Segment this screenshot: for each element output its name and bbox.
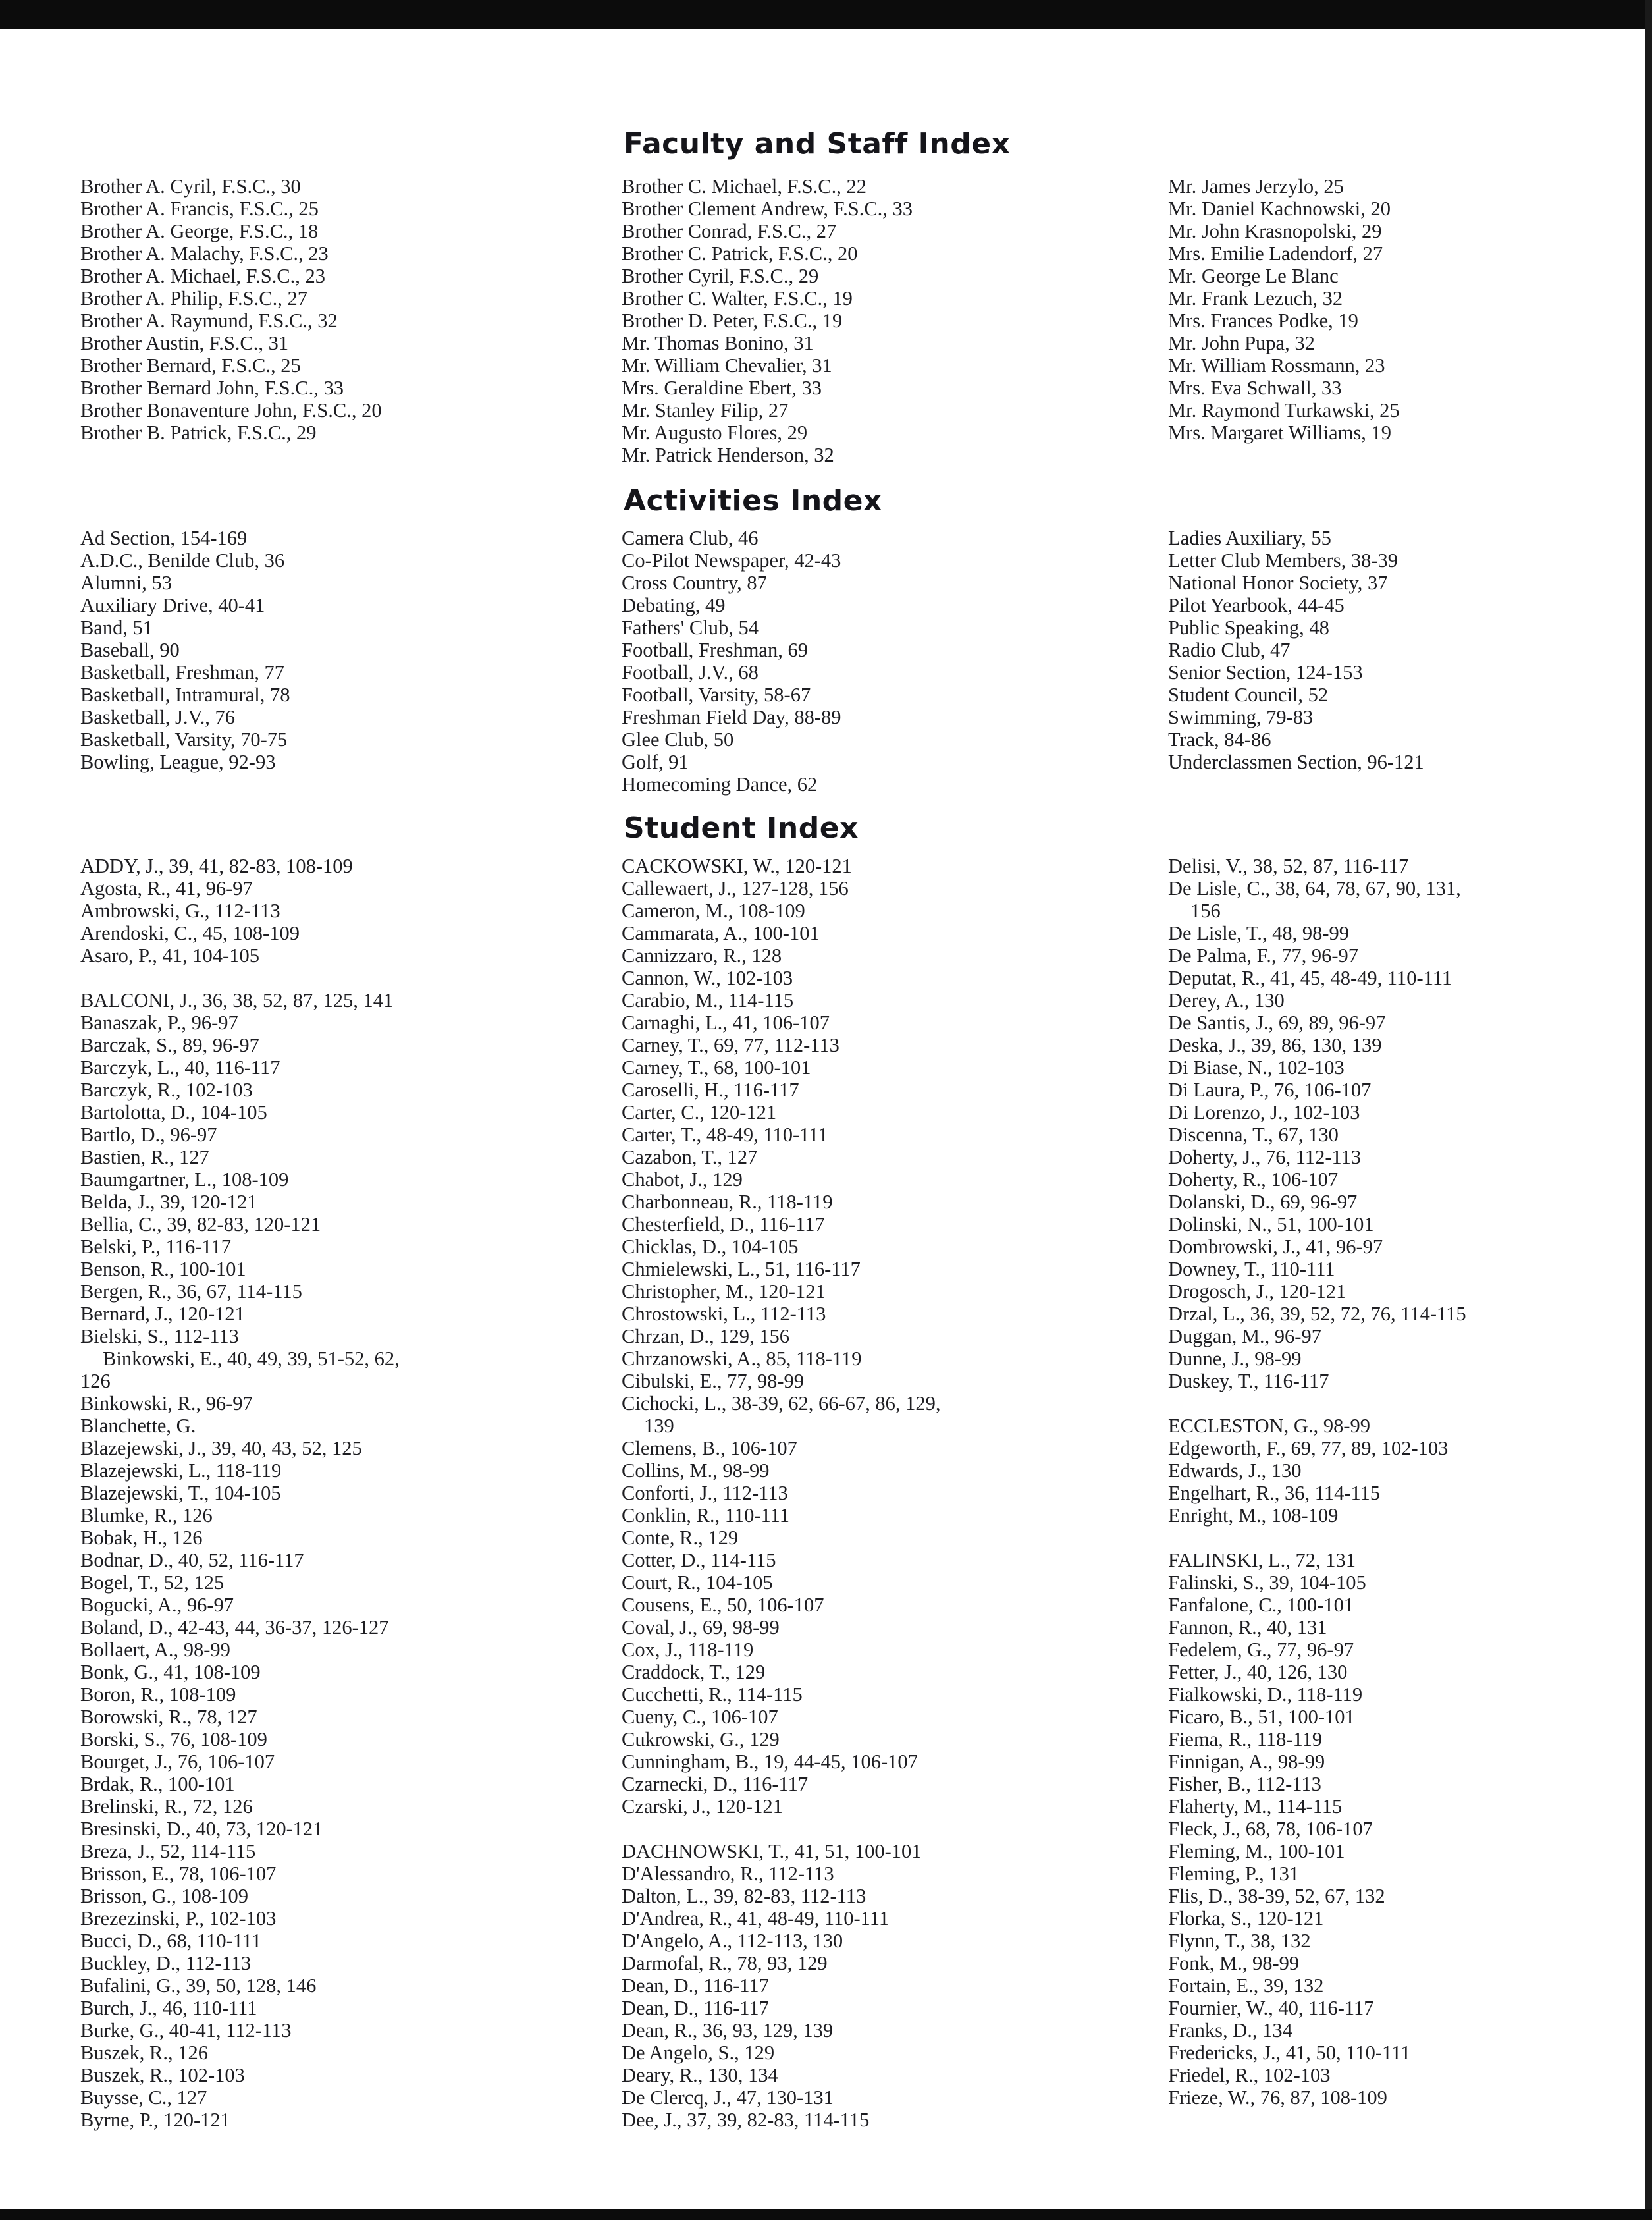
index-entry: Boland, D., 42-43, 44, 36-37, 126-127 bbox=[80, 1616, 389, 1638]
index-entry: Fisher, B., 112-113 bbox=[1168, 1773, 1321, 1795]
index-entry: Mr. William Chevalier, 31 bbox=[622, 354, 832, 377]
index-entry: Cameron, M., 108-109 bbox=[622, 900, 805, 922]
students-col-2 bbox=[622, 855, 941, 2131]
index-entry: Bobak, H., 126 bbox=[80, 1527, 203, 1549]
index-entry: Buckley, D., 112-113 bbox=[80, 1952, 252, 1974]
index-entry: Mr. Augusto Flores, 29 bbox=[622, 421, 808, 444]
index-entry: Brother A. Michael, F.S.C., 23 bbox=[80, 265, 326, 287]
index-entry: Cammarata, A., 100-101 bbox=[622, 922, 820, 944]
index-entry: Bielski, S., 112-113 bbox=[80, 1325, 239, 1347]
index-entry: National Honor Society, 37 bbox=[1168, 572, 1388, 594]
index-entry: Buysse, C., 127 bbox=[80, 2086, 207, 2109]
index-entry: Brother A. Raymund, F.S.C., 32 bbox=[80, 310, 338, 332]
index-entry: Mr. Thomas Bonino, 31 bbox=[622, 332, 814, 354]
index-entry: Conklin, R., 110-111 bbox=[622, 1504, 790, 1527]
index-entry: Bonk, G., 41, 108-109 bbox=[80, 1661, 261, 1683]
index-entry: Byrne, P., 120-121 bbox=[80, 2109, 230, 2131]
index-entry: Mrs. Eva Schwall, 33 bbox=[1168, 377, 1342, 399]
index-entry: Cichocki, L., 38-39, 62, 66-67, 86, 129, bbox=[622, 1392, 941, 1415]
index-entry: Brelinski, R., 72, 126 bbox=[80, 1795, 253, 1818]
index-entry: De Lisle, C., 38, 64, 78, 67, 90, 131, bbox=[1168, 877, 1461, 900]
index-entry: Court, R., 104-105 bbox=[622, 1571, 773, 1594]
index-entry: Glee Club, 50 bbox=[622, 728, 734, 751]
index-entry: Carter, C., 120-121 bbox=[622, 1101, 777, 1124]
index-entry: Cannizzaro, R., 128 bbox=[622, 944, 782, 967]
index-entry: Charbonneau, R., 118-119 bbox=[622, 1191, 833, 1213]
index-entry: Debating, 49 bbox=[622, 594, 726, 616]
index-entry: Mr. Daniel Kachnowski, 20 bbox=[1168, 198, 1391, 220]
index-entry: Bartlo, D., 96-97 bbox=[80, 1124, 217, 1146]
index-entry: Fathers' Club, 54 bbox=[622, 616, 759, 639]
index-entry: Darmofal, R., 78, 93, 129 bbox=[622, 1952, 828, 1974]
index-entry: Bourget, J., 76, 106-107 bbox=[80, 1750, 275, 1773]
index-entry: Cox, J., 118-119 bbox=[622, 1638, 754, 1661]
index-entry: Mrs. Emilie Ladendorf, 27 bbox=[1168, 242, 1383, 265]
index-entry: Brother A. Malachy, F.S.C., 23 bbox=[80, 242, 329, 265]
index-entry: Asaro, P., 41, 104-105 bbox=[80, 944, 259, 967]
index-entry: Basketball, J.V., 76 bbox=[80, 706, 235, 728]
index-entry: Brother C. Michael, F.S.C., 22 bbox=[622, 175, 867, 198]
index-entry: Ficaro, B., 51, 100-101 bbox=[1168, 1706, 1355, 1728]
index-entry: Arendoski, C., 45, 108-109 bbox=[80, 922, 300, 944]
index-entry: Di Biase, N., 102-103 bbox=[1168, 1056, 1345, 1079]
index-entry: Dean, R., 36, 93, 129, 139 bbox=[622, 2019, 834, 2042]
index-entry: Finnigan, A., 98-99 bbox=[1168, 1750, 1325, 1773]
faculty-col-1 bbox=[80, 175, 382, 444]
index-entry: Edwards, J., 130 bbox=[1168, 1459, 1302, 1482]
index-entry: Borowski, R., 78, 127 bbox=[80, 1706, 257, 1728]
index-entry: Carter, T., 48-49, 110-111 bbox=[622, 1124, 828, 1146]
activities-col-1 bbox=[80, 527, 290, 773]
index-entry: Chmielewski, L., 51, 116-117 bbox=[622, 1258, 861, 1280]
index-entry: Dalton, L., 39, 82-83, 112-113 bbox=[622, 1885, 866, 1907]
index-entry: Blazejewski, J., 39, 40, 43, 52, 125 bbox=[80, 1437, 362, 1459]
index-entry: Brother Cyril, F.S.C., 29 bbox=[622, 265, 819, 287]
index-entry: Derey, A., 130 bbox=[1168, 989, 1285, 1012]
index-entry: Alumni, 53 bbox=[80, 572, 172, 594]
index-entry: Mr. Patrick Henderson, 32 bbox=[622, 444, 834, 466]
index-entry: Cukrowski, G., 129 bbox=[622, 1728, 780, 1750]
index-entry: Breza, J., 52, 114-115 bbox=[80, 1840, 256, 1862]
index-entry: De Palma, F., 77, 96-97 bbox=[1168, 944, 1358, 967]
index-entry: Christopher, M., 120-121 bbox=[622, 1280, 826, 1303]
index-entry: Underclassmen Section, 96-121 bbox=[1168, 751, 1424, 773]
index-entry-continuation: 139 bbox=[644, 1415, 674, 1437]
index-entry: Cotter, D., 114-115 bbox=[622, 1549, 776, 1571]
index-entry: Chrzanowski, A., 85, 118-119 bbox=[622, 1347, 862, 1370]
index-entry: Coval, J., 69, 98-99 bbox=[622, 1616, 780, 1638]
index-entry: Mr. John Pupa, 32 bbox=[1168, 332, 1315, 354]
index-entry: Student Council, 52 bbox=[1168, 684, 1329, 706]
index-entry: Brisson, G., 108-109 bbox=[80, 1885, 249, 1907]
index-entry: Florka, S., 120-121 bbox=[1168, 1907, 1324, 1930]
index-entry: Bowling, League, 92-93 bbox=[80, 751, 276, 773]
index-entry: Bollaert, A., 98-99 bbox=[80, 1638, 230, 1661]
index-entry: D'Andrea, R., 41, 48-49, 110-111 bbox=[622, 1907, 890, 1930]
index-entry: Bartolotta, D., 104-105 bbox=[80, 1101, 267, 1124]
index-entry: Fialkowski, D., 118-119 bbox=[1168, 1683, 1363, 1706]
student-index-heading: Student Index bbox=[624, 811, 859, 845]
index-entry: Mr. George Le Blanc bbox=[1168, 265, 1339, 287]
index-entry: Carney, T., 68, 100-101 bbox=[622, 1056, 811, 1079]
index-entry: Di Lorenzo, J., 102-103 bbox=[1168, 1101, 1360, 1124]
index-entry: Dolanski, D., 69, 96-97 bbox=[1168, 1191, 1358, 1213]
index-entry: Flynn, T., 38, 132 bbox=[1168, 1930, 1311, 1952]
index-entry: Brother A. Cyril, F.S.C., 30 bbox=[80, 175, 301, 198]
index-entry: Mr. William Rossmann, 23 bbox=[1168, 354, 1385, 377]
index-entry: De Lisle, T., 48, 98-99 bbox=[1168, 922, 1350, 944]
index-entry: Barczyk, L., 40, 116-117 bbox=[80, 1056, 280, 1079]
index-entry: Chrzan, D., 129, 156 bbox=[622, 1325, 789, 1347]
index-entry: Blumke, R., 126 bbox=[80, 1504, 213, 1527]
index-entry: Mrs. Geraldine Ebert, 33 bbox=[622, 377, 822, 399]
index-entry-continuation: Binkowski, E., 40, 49, 39, 51-52, 62, bbox=[103, 1347, 400, 1370]
index-entry: Bernard, J., 120-121 bbox=[80, 1303, 245, 1325]
index-entry: Pilot Yearbook, 44-45 bbox=[1168, 594, 1345, 616]
index-entry: Brother C. Walter, F.S.C., 19 bbox=[622, 287, 853, 310]
index-entry: Ambrowski, G., 112-113 bbox=[80, 900, 280, 922]
index-entry: Buszek, R., 126 bbox=[80, 2042, 209, 2064]
bottom-scan-border bbox=[0, 2209, 1652, 2220]
index-entry: Golf, 91 bbox=[622, 751, 689, 773]
index-entry: Camera Club, 46 bbox=[622, 527, 759, 549]
index-entry: Burke, G., 40-41, 112-113 bbox=[80, 2019, 292, 2042]
index-entry: Cibulski, E., 77, 98-99 bbox=[622, 1370, 805, 1392]
index-entry: Brother Clement Andrew, F.S.C., 33 bbox=[622, 198, 913, 220]
index-entry: Fedelem, G., 77, 96-97 bbox=[1168, 1638, 1354, 1661]
index-entry: Czarski, J., 120-121 bbox=[622, 1795, 783, 1818]
index-entry: FALINSKI, L., 72, 131 bbox=[1168, 1549, 1356, 1571]
index-entry: Dean, D., 116-117 bbox=[622, 1974, 769, 1997]
index-entry: Brother C. Patrick, F.S.C., 20 bbox=[622, 242, 858, 265]
index-entry: Fiema, R., 118-119 bbox=[1168, 1728, 1323, 1750]
index-entry: Brdak, R., 100-101 bbox=[80, 1773, 235, 1795]
index-entry-continuation: 156 bbox=[1190, 900, 1221, 922]
index-entry: Mr. Stanley Filip, 27 bbox=[622, 399, 789, 421]
students-col-1 bbox=[80, 855, 400, 2131]
index-entry: Binkowski, R., 96-97 bbox=[80, 1392, 253, 1415]
index-entry: Co-Pilot Newspaper, 42-43 bbox=[622, 549, 841, 572]
index-entry: Flis, D., 38-39, 52, 67, 132 bbox=[1168, 1885, 1385, 1907]
index-entry: Brother D. Peter, F.S.C., 19 bbox=[622, 310, 843, 332]
index-entry: CACKOWSKI, W., 120-121 bbox=[622, 855, 852, 877]
index-entry: Flaherty, M., 114-115 bbox=[1168, 1795, 1343, 1818]
index-entry: Brother Bonaventure John, F.S.C., 20 bbox=[80, 399, 382, 421]
index-entry: Chesterfield, D., 116-117 bbox=[622, 1213, 825, 1235]
index-entry: Banaszak, P., 96-97 bbox=[80, 1012, 238, 1034]
index-entry: Falinski, S., 39, 104-105 bbox=[1168, 1571, 1366, 1594]
index-entry: Engelhart, R., 36, 114-115 bbox=[1168, 1482, 1381, 1504]
index-entry: Fleck, J., 68, 78, 106-107 bbox=[1168, 1818, 1373, 1840]
index-entry: Mr. James Jerzylo, 25 bbox=[1168, 175, 1344, 198]
index-entry: Benson, R., 100-101 bbox=[80, 1258, 246, 1280]
index-entry: Delisi, V., 38, 52, 87, 116-117 bbox=[1168, 855, 1409, 877]
index-entry: Senior Section, 124-153 bbox=[1168, 661, 1363, 684]
top-scan-border bbox=[0, 0, 1652, 29]
index-entry: Callewaert, J., 127-128, 156 bbox=[622, 877, 849, 900]
activities-index-heading: Activities Index bbox=[624, 484, 882, 518]
index-entry: De Angelo, S., 129 bbox=[622, 2042, 775, 2064]
index-entry: Chrostowski, L., 112-113 bbox=[622, 1303, 826, 1325]
index-entry: Franks, D., 134 bbox=[1168, 2019, 1292, 2042]
index-entry: Drzal, L., 36, 39, 52, 72, 76, 114-115 bbox=[1168, 1303, 1466, 1325]
index-entry: Brother A. Philip, F.S.C., 27 bbox=[80, 287, 307, 310]
index-entry: Duggan, M., 96-97 bbox=[1168, 1325, 1321, 1347]
index-entry: Brother Austin, F.S.C., 31 bbox=[80, 332, 289, 354]
index-entry: Dunne, J., 98-99 bbox=[1168, 1347, 1302, 1370]
index-entry: De Santis, J., 69, 89, 96-97 bbox=[1168, 1012, 1386, 1034]
index-entry: Bastien, R., 127 bbox=[80, 1146, 209, 1168]
index-entry: Fonk, M., 98-99 bbox=[1168, 1952, 1300, 1974]
index-entry: Carnaghi, L., 41, 106-107 bbox=[622, 1012, 830, 1034]
index-entry: Fortain, E., 39, 132 bbox=[1168, 1974, 1324, 1997]
index-entry: Carabio, M., 114-115 bbox=[622, 989, 794, 1012]
index-entry: Drogosch, J., 120-121 bbox=[1168, 1280, 1346, 1303]
index-entry: Dolinski, N., 51, 100-101 bbox=[1168, 1213, 1374, 1235]
index-entry: Baseball, 90 bbox=[80, 639, 180, 661]
index-entry: Bufalini, G., 39, 50, 128, 146 bbox=[80, 1974, 317, 1997]
index-entry: Deputat, R., 41, 45, 48-49, 110-111 bbox=[1168, 967, 1452, 989]
index-entry: Letter Club Members, 38-39 bbox=[1168, 549, 1398, 572]
index-entry: Bresinski, D., 40, 73, 120-121 bbox=[80, 1818, 323, 1840]
index-entry: Buszek, R., 102-103 bbox=[80, 2064, 245, 2086]
index-entry: D'Alessandro, R., 112-113 bbox=[622, 1862, 834, 1885]
index-entry: Edgeworth, F., 69, 77, 89, 102-103 bbox=[1168, 1437, 1449, 1459]
index-entry: Fredericks, J., 41, 50, 110-111 bbox=[1168, 2042, 1411, 2064]
index-entry: Radio Club, 47 bbox=[1168, 639, 1291, 661]
students-col-3 bbox=[1168, 855, 1466, 2109]
index-entry: Conte, R., 129 bbox=[622, 1527, 739, 1549]
index-entry: Cunningham, B., 19, 44-45, 106-107 bbox=[622, 1750, 918, 1773]
index-entry: Bucci, D., 68, 110-111 bbox=[80, 1930, 262, 1952]
faculty-col-2 bbox=[622, 175, 913, 466]
index-entry: Mr. Raymond Turkawski, 25 bbox=[1168, 399, 1400, 421]
index-entry: Blazejewski, T., 104-105 bbox=[80, 1482, 281, 1504]
index-entry: Enright, M., 108-109 bbox=[1168, 1504, 1339, 1527]
index-entry: Cucchetti, R., 114-115 bbox=[622, 1683, 803, 1706]
index-entry: Chicklas, D., 104-105 bbox=[622, 1235, 799, 1258]
faculty-col-3 bbox=[1168, 175, 1400, 444]
index-entry: Brother Bernard John, F.S.C., 33 bbox=[80, 377, 344, 399]
index-entry: ADDY, J., 39, 41, 82-83, 108-109 bbox=[80, 855, 353, 877]
index-entry: Chabot, J., 129 bbox=[622, 1168, 743, 1191]
index-entry: BALCONI, J., 36, 38, 52, 87, 125, 141 bbox=[80, 989, 394, 1012]
index-entry: Dombrowski, J., 41, 96-97 bbox=[1168, 1235, 1383, 1258]
index-entry: Brother A. George, F.S.C., 18 bbox=[80, 220, 319, 242]
index-entry: Mrs. Frances Podke, 19 bbox=[1168, 310, 1358, 332]
index-entry: Blazejewski, L., 118-119 bbox=[80, 1459, 282, 1482]
index-entry: De Clercq, J., 47, 130-131 bbox=[622, 2086, 834, 2109]
index-entry: Public Speaking, 48 bbox=[1168, 616, 1329, 639]
index-entry: Auxiliary Drive, 40-41 bbox=[80, 594, 265, 616]
index-entry: Belski, P., 116-117 bbox=[80, 1235, 232, 1258]
right-scan-border bbox=[1645, 0, 1652, 2220]
index-entry: A.D.C., Benilde Club, 36 bbox=[80, 549, 285, 572]
index-entry: Deary, R., 130, 134 bbox=[622, 2064, 778, 2086]
index-entry: Ad Section, 154-169 bbox=[80, 527, 248, 549]
index-entry: D'Angelo, A., 112-113, 130 bbox=[622, 1930, 843, 1952]
index-entry: Carney, T., 69, 77, 112-113 bbox=[622, 1034, 839, 1056]
index-entry: Cousens, E., 50, 106-107 bbox=[622, 1594, 824, 1616]
index-entry: Fleming, M., 100-101 bbox=[1168, 1840, 1345, 1862]
index-entry: Blanchette, G. bbox=[80, 1415, 196, 1437]
index-entry: Frieze, W., 76, 87, 108-109 bbox=[1168, 2086, 1387, 2109]
index-entry: Belda, J., 39, 120-121 bbox=[80, 1191, 257, 1213]
index-entry: Discenna, T., 67, 130 bbox=[1168, 1124, 1339, 1146]
index-entry: Dean, D., 116-117 bbox=[622, 1997, 769, 2019]
index-entry: Ladies Auxiliary, 55 bbox=[1168, 527, 1331, 549]
index-entry: Football, Freshman, 69 bbox=[622, 639, 808, 661]
index-entry: Bodnar, D., 40, 52, 116-117 bbox=[80, 1549, 304, 1571]
index-entry: Fournier, W., 40, 116-117 bbox=[1168, 1997, 1374, 2019]
index-entry: Doherty, R., 106-107 bbox=[1168, 1168, 1339, 1191]
index-entry: Borski, S., 76, 108-109 bbox=[80, 1728, 267, 1750]
activities-col-2 bbox=[622, 527, 841, 796]
index-entry: Football, J.V., 68 bbox=[622, 661, 759, 684]
index-entry: Fannon, R., 40, 131 bbox=[1168, 1616, 1327, 1638]
index-entry: Football, Varsity, 58-67 bbox=[622, 684, 811, 706]
index-entry: Brother Conrad, F.S.C., 27 bbox=[622, 220, 837, 242]
index-entry: ECCLESTON, G., 98-99 bbox=[1168, 1415, 1370, 1437]
index-entry: Czarnecki, D., 116-117 bbox=[622, 1773, 809, 1795]
index-entry: DACHNOWSKI, T., 41, 51, 100-101 bbox=[622, 1840, 922, 1862]
index-entry: Collins, M., 98-99 bbox=[622, 1459, 770, 1482]
index-entry: Duskey, T., 116-117 bbox=[1168, 1370, 1329, 1392]
activities-col-3 bbox=[1168, 527, 1424, 773]
index-entry: Fetter, J., 40, 126, 130 bbox=[1168, 1661, 1348, 1683]
index-entry: Dee, J., 37, 39, 82-83, 114-115 bbox=[622, 2109, 870, 2131]
index-entry: Doherty, J., 76, 112-113 bbox=[1168, 1146, 1362, 1168]
index-entry: Di Laura, P., 76, 106-107 bbox=[1168, 1079, 1372, 1101]
index-entry: Brezezinski, P., 102-103 bbox=[80, 1907, 277, 1930]
index-entry: Caroselli, H., 116-117 bbox=[622, 1079, 799, 1101]
index-entry: Mrs. Margaret Williams, 19 bbox=[1168, 421, 1392, 444]
index-entry: Bergen, R., 36, 67, 114-115 bbox=[80, 1280, 302, 1303]
index-entry: Deska, J., 39, 86, 130, 139 bbox=[1168, 1034, 1382, 1056]
index-entry: Mr. Frank Lezuch, 32 bbox=[1168, 287, 1343, 310]
index-entry: Fleming, P., 131 bbox=[1168, 1862, 1300, 1885]
index-entry: Agosta, R., 41, 96-97 bbox=[80, 877, 253, 900]
index-entry: Cazabon, T., 127 bbox=[622, 1146, 758, 1168]
index-entry: Homecoming Dance, 62 bbox=[622, 773, 818, 796]
index-entry: Brother A. Francis, F.S.C., 25 bbox=[80, 198, 319, 220]
index-entry: Brother B. Patrick, F.S.C., 29 bbox=[80, 421, 317, 444]
index-entry: Clemens, B., 106-107 bbox=[622, 1437, 797, 1459]
index-entry: Friedel, R., 102-103 bbox=[1168, 2064, 1331, 2086]
index-entry: Track, 84-86 bbox=[1168, 728, 1271, 751]
index-entry: Conforti, J., 112-113 bbox=[622, 1482, 788, 1504]
index-entry: Mr. John Krasnopolski, 29 bbox=[1168, 220, 1382, 242]
index-entry: Basketball, Varsity, 70-75 bbox=[80, 728, 288, 751]
index-entry: Basketball, Intramural, 78 bbox=[80, 684, 290, 706]
index-entry: Cannon, W., 102-103 bbox=[622, 967, 793, 989]
index-entry: Band, 51 bbox=[80, 616, 153, 639]
index-entry: Boron, R., 108-109 bbox=[80, 1683, 236, 1706]
index-entry: Burch, J., 46, 110-111 bbox=[80, 1997, 257, 2019]
index-entry: Barczyk, R., 102-103 bbox=[80, 1079, 253, 1101]
index-entry: Craddock, T., 129 bbox=[622, 1661, 766, 1683]
index-entry: Fanfalone, C., 100-101 bbox=[1168, 1594, 1354, 1616]
index-entry: Freshman Field Day, 88-89 bbox=[622, 706, 841, 728]
index-entry: Basketball, Freshman, 77 bbox=[80, 661, 285, 684]
index-entry: Downey, T., 110-111 bbox=[1168, 1258, 1335, 1280]
faculty-index-heading: Faculty and Staff Index bbox=[624, 127, 1011, 161]
index-entry: Baumgartner, L., 108-109 bbox=[80, 1168, 289, 1191]
index-entry: Brother Bernard, F.S.C., 25 bbox=[80, 354, 301, 377]
index-entry: Bellia, C., 39, 82-83, 120-121 bbox=[80, 1213, 321, 1235]
index-entry: Swimming, 79-83 bbox=[1168, 706, 1314, 728]
index-entry: Brisson, E., 78, 106-107 bbox=[80, 1862, 277, 1885]
index-entry: Bogucki, A., 96-97 bbox=[80, 1594, 234, 1616]
index-entry: Cueny, C., 106-107 bbox=[622, 1706, 778, 1728]
index-entry: Cross Country, 87 bbox=[622, 572, 767, 594]
index-entry: Bogel, T., 52, 125 bbox=[80, 1571, 225, 1594]
index-entry: 126 bbox=[80, 1370, 111, 1392]
index-entry: Barczak, S., 89, 96-97 bbox=[80, 1034, 259, 1056]
